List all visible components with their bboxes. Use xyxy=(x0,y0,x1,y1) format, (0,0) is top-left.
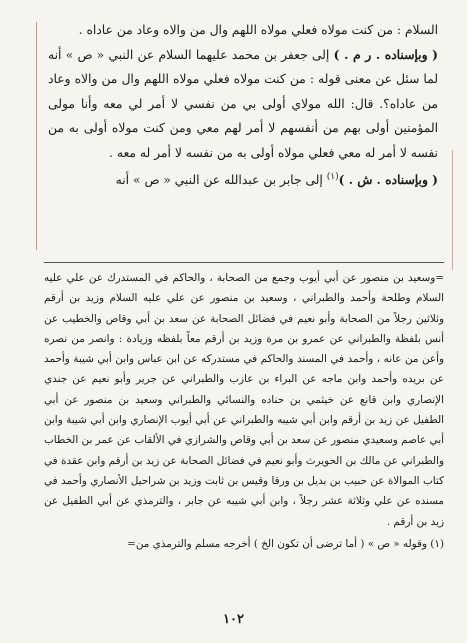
footnote-separator xyxy=(44,262,444,263)
footnotes xyxy=(44,268,444,554)
paragraph-2-lead: ( وبإسناده . ر م . ) xyxy=(333,46,438,62)
page-number: ١٠٢ xyxy=(223,612,244,627)
paragraph-2-text: إلى جعفر بن محمد عليهما السلام عن النبي « ص » أنه لما سئل عن معنى قوله : من كنت مولاه فعلي مولاه اللهم وال من والاه وعاد من عاداه؟. قال: الله مولاي أولى بي من نفسي لا أمر لي معه وأنا مولى المؤمنين أولى بهم من أنفسهم لا أمر لهم معي ومن كنت مولاه أولى به من نفسه لا أمر له معي فعلي مولاه أولى به من نفسه لا أمر له معه . xyxy=(48,47,438,160)
margin-annotation-line xyxy=(36,22,37,250)
footnote-continuation: =وسعيد بن منصور عن أبي أيوب وجمع من الصحابة ، والحاكم في المستدرك عن علي عليه السلام وطلحة وأحمد والطبراني ، وسعيد بن منصور عن علي عليه السلام وزيد بن أرقم وثلاثين رجلاً من الصحابة وأبو نعيم في فضائل الصحابة عن سعد بن أبي وقاص والخطيب عن أنس بلفظة والطبراني عن عمرو بن مرة وزيد بن أرقم معاً بلفظه وزيادة : وانصر من نصره وأعن من عانه ، وأحمد في المسند والحاكم في مستدركه عن ابن عباس وابن أبي شيبة وأحمد عن بريده وأحمد وابن ماجه عن البراء بن عازب والطبراني عن جرير وأبو نعيم عن جندي الإنصاري وابن قانع عن خيثمي بن حناده والنسائي والطبراني وسعيد بن منصور عن أبي الطفيل عن زيد بن أرقم وابن أبي شيبه والطبراني عن أبي أيوب الإنصاري وابن أبي شيبة وابن أبي عاصم وسعيدي منصور عن سعد بن أبي وقاص والشرازي في الألقاب عن عمر بن الخطاب والطبراني عن مالك بن الحويرث وأبو نعيم في فضائل الصحابة عن زيد بن أرقم وابن عقدة في كتاب الموالاة عن حبيب بن بديل بن ورقا وقيس بن ثابت وزيد بن شراحيل الأنصاري وأحمد في مسنده عن علي وثلاثة عشر رجلاً ، وابن أبي شيبه عن جابر ، والترمذي عن أبي الطفيل عن زيد بن أرقم . xyxy=(44,272,444,528)
paragraph-2 xyxy=(48,43,438,166)
footnote-1: (١) وقوله « ص » ( أما ترضى أن تكون الخ ) أخرجه مسلم والترمذي من= xyxy=(127,537,444,550)
paragraph-3-lead: ( وبإسناده . ش . ) xyxy=(338,172,438,188)
main-text xyxy=(48,18,438,193)
paragraph-3-text: إلى جابر بن عبدالله عن النبي « ص » أنه xyxy=(115,173,327,188)
paragraph-3 xyxy=(48,165,438,193)
footnote-reference: (١) xyxy=(326,172,339,182)
margin-annotation-line-right xyxy=(452,150,453,270)
paragraph-1: السلام : من كنت مولاه فعلي مولاه اللهم وال من والاه وعاد من عاداه . xyxy=(78,23,438,37)
